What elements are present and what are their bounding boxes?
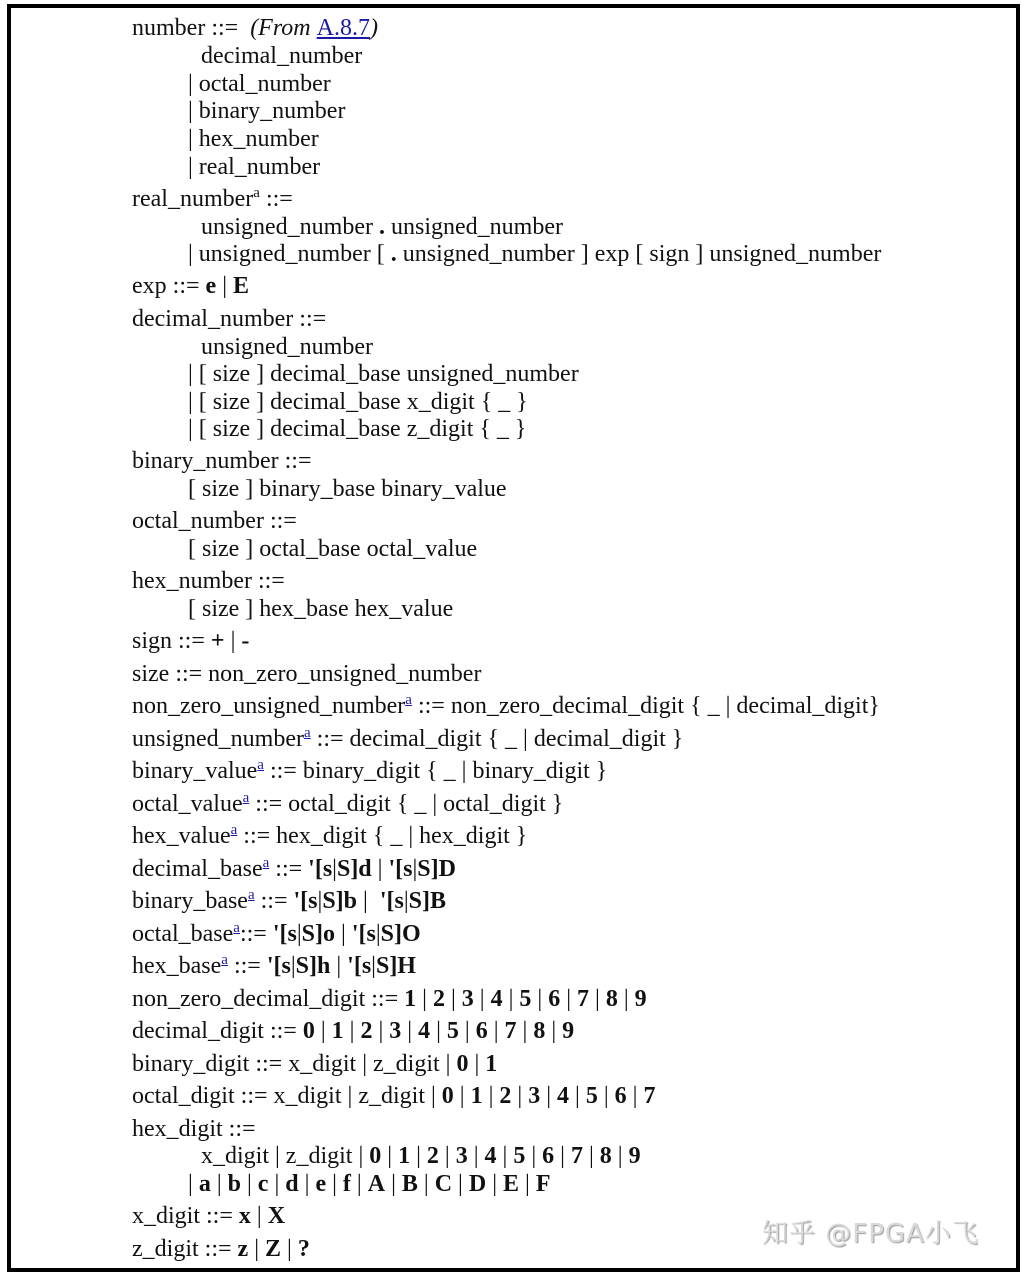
terminal-symbol: '[s	[388, 856, 413, 882]
grammar-line-octal-number-alt-1	[188, 535, 477, 563]
grammar-line-z-digit-rule	[132, 1235, 310, 1263]
rule-text: |	[617, 986, 635, 1012]
rule-text: octal_number ::=	[132, 508, 297, 534]
grammar-line-decimal-number-alt-3	[188, 388, 528, 416]
terminal-symbol: 7	[577, 986, 590, 1012]
terminal-symbol: e	[315, 1171, 327, 1197]
rule-text: |	[611, 1143, 629, 1169]
footnote-link[interactable]: a	[405, 692, 412, 708]
terminal-symbol: 2	[432, 986, 445, 1012]
rule-text: |	[468, 1051, 486, 1077]
rule-text: binary_value	[132, 758, 258, 784]
rule-text: exp ::=	[132, 273, 206, 299]
rule-text: octal_base	[132, 921, 234, 947]
rule-text: size ::= non_zero_unsigned_number	[132, 661, 482, 687]
rule-text: |	[296, 921, 302, 947]
footnote-marker: a	[253, 185, 260, 201]
rule-text: | unsigned_number [	[188, 241, 391, 267]
rule-text: | octal_number	[188, 71, 331, 97]
terminal-symbol: F	[535, 1171, 551, 1197]
terminal-symbol: 8	[605, 986, 618, 1012]
rule-text: |	[511, 1083, 529, 1109]
rule-text: |	[540, 1083, 558, 1109]
rule-text: sign ::=	[132, 628, 211, 654]
rule-text: | hex_number	[188, 126, 319, 152]
rule-text: decimal_number	[201, 43, 363, 69]
grammar-line-binary-value-rule	[132, 757, 607, 785]
terminal-symbol: '[s	[293, 888, 318, 914]
rule-text: |	[417, 1171, 435, 1197]
rule-text: octal_value	[132, 791, 243, 817]
rule-text: hex_value	[132, 823, 231, 849]
rule-text: number ::=	[132, 15, 251, 41]
terminal-symbol: '[s	[308, 856, 333, 882]
rule-text: |	[430, 1018, 447, 1044]
terminal-symbol: x	[238, 1203, 251, 1229]
rule-text: |	[473, 986, 491, 1012]
grammar-line-non-zero-decimal-digit-rule	[132, 985, 647, 1013]
terminal-symbol: S]b	[322, 888, 358, 914]
rule-text: |	[626, 1083, 644, 1109]
rule-text: octal_digit ::= x_digit | z_digit |	[132, 1083, 442, 1109]
rule-text: |	[401, 1018, 419, 1044]
rule-text: |	[452, 1171, 469, 1197]
rule-text: |	[248, 1236, 265, 1262]
grammar-line-real-number-alt-2	[188, 240, 881, 268]
rule-text: decimal_digit ::=	[132, 1018, 303, 1044]
rule-text: |	[467, 1143, 485, 1169]
terminal-symbol: 5	[446, 1018, 459, 1044]
grammar-line-exp-rule	[132, 272, 249, 300]
terminal-symbol: 1	[331, 1018, 344, 1044]
terminal-symbol: 4	[490, 986, 503, 1012]
rule-text: |	[250, 1203, 268, 1229]
terminal-symbol: 2	[426, 1143, 439, 1169]
rule-text: |	[410, 1143, 427, 1169]
rule-text: |	[589, 986, 606, 1012]
grammar-line-hex-value-rule	[132, 822, 527, 850]
rule-text: |	[582, 1143, 600, 1169]
rule-text: |	[314, 1018, 332, 1044]
rule-text: ::=	[227, 953, 267, 979]
footnote-link[interactable]: a	[221, 952, 228, 968]
terminal-symbol: S]D	[417, 856, 456, 882]
grammar-line-x-digit-rule	[132, 1202, 285, 1230]
rule-text: |	[335, 921, 352, 947]
terminal-symbol: 4	[418, 1018, 431, 1044]
rule-text: ::= non_zero_decimal_digit { _ | decimal_digit}	[411, 693, 880, 719]
terminal-symbol: D	[468, 1171, 487, 1197]
grammar-line-octal-digit-rule	[132, 1082, 655, 1110]
terminal-symbol: f	[342, 1171, 351, 1197]
footnote-link[interactable]: a	[262, 855, 270, 871]
terminal-symbol: 2	[360, 1018, 373, 1044]
terminal-symbol: S]B	[408, 888, 446, 914]
rule-text: |	[317, 888, 323, 914]
rule-text: |	[545, 1018, 563, 1044]
rule-text: real_number	[132, 186, 254, 212]
terminal-symbol: '[s	[347, 953, 372, 979]
terminal-symbol: '[s	[266, 953, 291, 979]
rule-text: unsigned_number	[384, 214, 563, 240]
rule-text: hex_number ::=	[132, 568, 285, 594]
rule-text: ::= decimal_digit { _ | decimal_digit }	[310, 726, 684, 752]
rule-text: ::= binary_digit { _ | binary_digit }	[263, 758, 608, 784]
source-note: )	[369, 15, 378, 41]
terminal-symbol: A	[367, 1171, 386, 1197]
grammar-line-binary-number-rule	[132, 447, 312, 475]
terminal-symbol: .	[378, 214, 385, 240]
grammar-line-hex-base-rule	[132, 952, 416, 980]
grammar-line-number-alt-3	[188, 97, 345, 125]
grammar-line-real-number-rule	[132, 185, 293, 213]
rule-text: |	[412, 856, 418, 882]
terminal-symbol: 3	[461, 986, 474, 1012]
terminal-symbol: E	[503, 1171, 520, 1197]
rule-text: ::=	[254, 888, 294, 914]
terminal-symbol: '[s	[379, 888, 404, 914]
grammar-line-octal-number-rule	[132, 507, 297, 535]
rule-text: |	[385, 1171, 402, 1197]
grammar-line-non-zero-unsigned-number-rule	[132, 692, 880, 720]
rule-text: binary_digit ::= x_digit | z_digit |	[132, 1051, 457, 1077]
section-reference-link[interactable]: A.8.7	[316, 15, 370, 41]
rule-text: |	[210, 1171, 228, 1197]
rule-text: |	[482, 1083, 500, 1109]
terminal-symbol: 3	[528, 1083, 541, 1109]
terminal-symbol: 9	[628, 1143, 641, 1169]
terminal-symbol: .	[390, 241, 397, 267]
rule-text: |	[371, 953, 376, 979]
rule-text: |	[224, 628, 242, 654]
terminal-symbol: 9	[634, 986, 647, 1012]
terminal-symbol: z	[237, 1236, 249, 1262]
terminal-symbol: 3	[389, 1018, 402, 1044]
terminal-symbol: 0	[369, 1143, 382, 1169]
rule-text: binary_number ::=	[132, 448, 312, 474]
rule-text: |	[416, 986, 433, 1012]
rule-text: |	[332, 856, 337, 882]
rule-text: | [ size ] decimal_base z_digit { _ }	[188, 416, 527, 442]
rule-text: |	[487, 1018, 505, 1044]
grammar-line-hex-digit-rule	[132, 1115, 256, 1143]
terminal-symbol: S]H	[375, 953, 416, 979]
terminal-symbol: 6	[614, 1083, 627, 1109]
rule-text: | [ size ] decimal_base x_digit { _ }	[188, 389, 528, 415]
rule-text: |	[290, 953, 296, 979]
rule-text: unsigned_number	[201, 334, 373, 360]
rule-text: non_zero_unsigned_number	[132, 693, 406, 719]
rule-text: |	[268, 1171, 286, 1197]
rule-text: |	[188, 1171, 199, 1197]
rule-text: |	[343, 1018, 361, 1044]
grammar-line-decimal-base-rule	[132, 855, 456, 883]
terminal-symbol: e	[205, 273, 217, 299]
footnote-link[interactable]: a	[230, 822, 238, 838]
terminal-symbol: 1	[398, 1143, 411, 1169]
rule-text: |	[444, 986, 462, 1012]
rule-text: unsigned_number	[132, 726, 304, 752]
footnote-link[interactable]: a	[233, 920, 240, 936]
rule-text: |	[496, 1143, 514, 1169]
grammar-line-decimal-digit-rule	[132, 1017, 574, 1045]
terminal-symbol: 4	[557, 1083, 570, 1109]
rule-text: ::=	[259, 186, 293, 212]
grammar-line-hex-number-rule	[132, 567, 285, 595]
rule-text: binary_base	[132, 888, 248, 914]
grammar-line-number-alt-5	[188, 153, 320, 181]
grammar-line-octal-base-rule	[132, 920, 421, 948]
grammar-line-decimal-number-alt-1	[201, 333, 373, 361]
grammar-line-binary-number-alt-1	[188, 475, 507, 503]
rule-text: [ size ] binary_base binary_value	[188, 476, 507, 502]
grammar-line-number-alt-1	[201, 42, 362, 70]
rule-text: |	[403, 888, 409, 914]
rule-text: [ size ] octal_base octal_value	[188, 536, 478, 562]
rule-text: ::=	[269, 856, 309, 882]
grammar-line-hex-digit-alt-2	[188, 1170, 551, 1198]
rule-text: |	[357, 888, 380, 914]
rule-text: |	[597, 1083, 615, 1109]
footnote-link[interactable]: a	[242, 790, 250, 806]
grammar-line-hex-digit-alt-1	[201, 1142, 641, 1170]
terminal-symbol: 8	[599, 1143, 612, 1169]
terminal-symbol: 5	[513, 1143, 526, 1169]
grammar-line-number-alt-4	[188, 125, 319, 153]
rule-text: |	[375, 921, 381, 947]
grammar-line-decimal-number-alt-4	[188, 415, 526, 443]
rule-text: unsigned_number ] exp [ sign ] unsigned_number	[396, 241, 882, 267]
terminal-symbol: 7	[570, 1143, 583, 1169]
terminal-symbol: 8	[533, 1018, 546, 1044]
rule-text: decimal_base	[132, 856, 263, 882]
grammar-line-decimal-number-rule	[132, 305, 326, 333]
grammar-line-number-alt-2	[188, 70, 331, 98]
grammar-line-sign-rule	[132, 627, 249, 655]
rule-text: |	[330, 953, 348, 979]
terminal-symbol: c	[257, 1171, 269, 1197]
terminal-symbol: 7	[504, 1018, 517, 1044]
terminal-symbol: 2	[499, 1083, 512, 1109]
rule-text: |	[372, 1018, 390, 1044]
terminal-symbol: ?	[297, 1236, 310, 1262]
terminal-symbol: S]h	[295, 953, 331, 979]
rule-text: |	[554, 1143, 571, 1169]
rule-text: |	[216, 273, 233, 299]
grammar-line-binary-base-rule	[132, 887, 446, 915]
rule-text: |	[438, 1143, 456, 1169]
grammar-line-decimal-number-alt-2	[188, 360, 579, 388]
rule-text: |	[326, 1171, 343, 1197]
rule-text: decimal_number ::=	[132, 306, 327, 332]
terminal-symbol: 7	[643, 1083, 656, 1109]
rule-text: | binary_number	[188, 98, 346, 124]
rule-text: |	[281, 1236, 298, 1262]
rule-text: unsigned_number	[201, 214, 379, 240]
footnote-link[interactable]: a	[247, 887, 255, 903]
rule-text: | real_number	[188, 154, 321, 180]
grammar-line-size-rule	[132, 660, 481, 688]
terminal-symbol: S]d	[336, 856, 372, 882]
rule-text: |	[531, 986, 549, 1012]
grammar-line-binary-digit-rule	[132, 1050, 497, 1078]
grammar-line-number-rule	[132, 14, 378, 42]
terminal-symbol: S]O	[380, 921, 421, 947]
rule-text: |	[516, 1018, 534, 1044]
terminal-symbol: +	[210, 628, 225, 654]
grammar-line-octal-value-rule	[132, 790, 563, 818]
terminal-symbol: 4	[484, 1143, 497, 1169]
rule-text: ::= hex_digit { _ | hex_digit }	[237, 823, 528, 849]
rule-text: non_zero_decimal_digit ::=	[132, 986, 405, 1012]
rule-text: hex_base	[132, 953, 222, 979]
terminal-symbol: d	[285, 1171, 299, 1197]
rule-text: z_digit ::=	[132, 1236, 238, 1262]
terminal-symbol: E	[233, 273, 250, 299]
terminal-symbol: 5	[585, 1083, 598, 1109]
rule-text: |	[486, 1171, 504, 1197]
terminal-symbol: 1	[485, 1051, 498, 1077]
rule-text: [ size ] hex_base hex_value	[188, 596, 454, 622]
terminal-symbol: 3	[455, 1143, 468, 1169]
terminal-symbol: 0	[441, 1083, 454, 1109]
terminal-symbol: 6	[475, 1018, 488, 1044]
rule-text: |	[381, 1143, 399, 1169]
terminal-symbol: 0	[302, 1018, 315, 1044]
rule-text: |	[371, 856, 389, 882]
rule-text: |	[453, 1083, 471, 1109]
terminal-symbol: '[s	[351, 921, 376, 947]
rule-text: hex_digit ::=	[132, 1116, 256, 1142]
rule-text: |	[560, 986, 578, 1012]
terminal-symbol: 9	[562, 1018, 575, 1044]
rule-text: |	[502, 986, 520, 1012]
rule-text: x_digit | z_digit |	[201, 1143, 370, 1169]
terminal-symbol: 1	[470, 1083, 483, 1109]
terminal-symbol: Z	[265, 1236, 282, 1262]
rule-text: ::= octal_digit { _ | octal_digit }	[249, 791, 564, 817]
rule-text: | [ size ] decimal_base unsigned_number	[188, 361, 579, 387]
rule-text: |	[240, 1171, 258, 1197]
terminal-symbol: S]o	[301, 921, 335, 947]
source-note: (From	[250, 15, 317, 41]
rule-text: |	[298, 1171, 316, 1197]
rule-text: |	[350, 1171, 368, 1197]
terminal-symbol: C	[434, 1171, 453, 1197]
grammar-line-unsigned-number-rule	[132, 725, 683, 753]
terminal-symbol: 5	[519, 986, 532, 1012]
terminal-symbol: a	[198, 1171, 211, 1197]
rule-text: |	[569, 1083, 586, 1109]
footnote-link[interactable]: a	[303, 725, 311, 741]
grammar-line-real-number-alt-1	[201, 213, 563, 241]
terminal-symbol: -	[241, 628, 250, 654]
rule-text: |	[519, 1171, 536, 1197]
footnote-link[interactable]: a	[257, 757, 264, 773]
rule-text: x_digit ::=	[132, 1203, 239, 1229]
grammar-line-hex-number-alt-1	[188, 595, 453, 623]
watermark: 知乎 @FPGA小飞	[762, 1219, 979, 1249]
rule-text: |	[525, 1143, 543, 1169]
terminal-symbol: 6	[548, 986, 561, 1012]
terminal-symbol: 6	[542, 1143, 555, 1169]
rule-text: ::=	[239, 921, 273, 947]
rule-text: |	[458, 1018, 476, 1044]
terminal-symbol: B	[401, 1171, 418, 1197]
terminal-symbol: X	[267, 1203, 286, 1229]
terminal-symbol: b	[227, 1171, 241, 1197]
terminal-symbol: 0	[456, 1051, 469, 1077]
terminal-symbol: 1	[404, 986, 417, 1012]
terminal-symbol: '[s	[272, 921, 297, 947]
